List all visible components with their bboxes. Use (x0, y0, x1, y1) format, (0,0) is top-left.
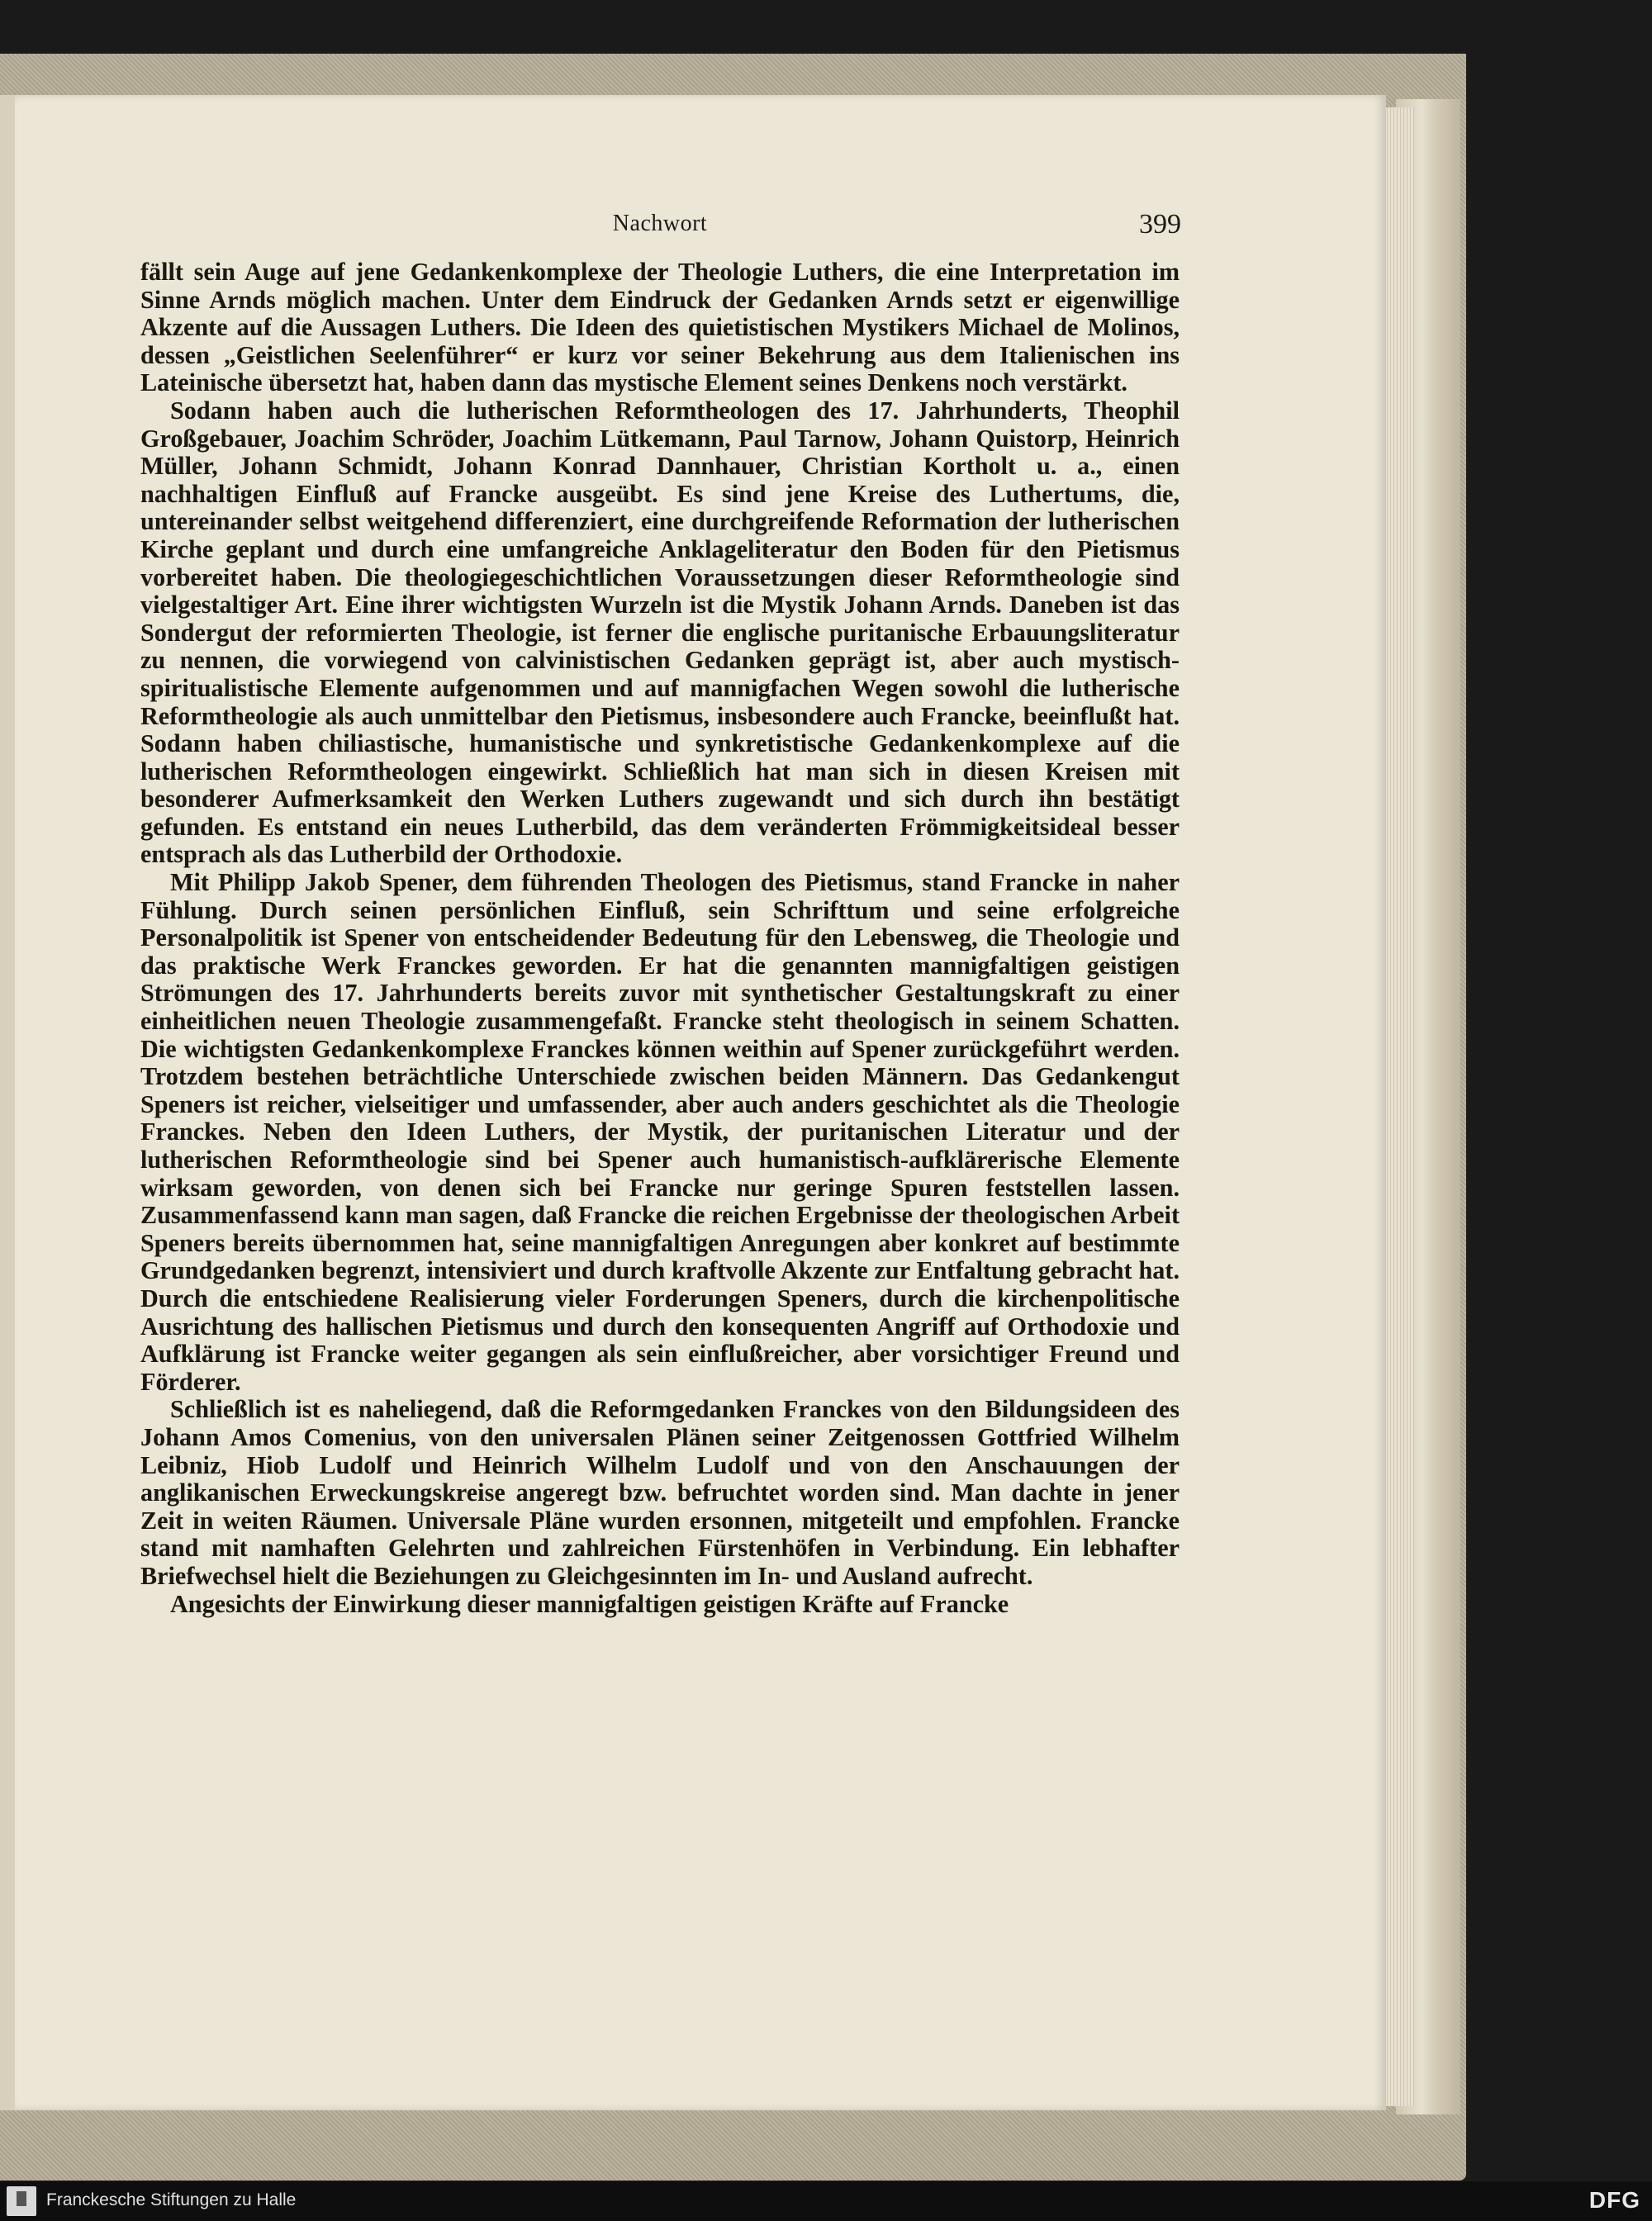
left-page-edge (0, 95, 15, 2110)
paragraph: Sodann haben auch die lutherischen Reformtheologen des 17. Jahrhunderts, Theophil Großgebauer, Joachim Schröder, Joachim Lütkemann, Paul Tarnow, Johann Quistorp, Heinrich Müller, Johann Schmidt, Johann Konrad Dannhauer, Christian Kortholt u. a., einen nachhaltigen Einfluß auf Francke ausgeübt. Es sind jene Kreise des Luthertums, die, untereinander selbst weitgehend differenziert, eine durchgreifende Reformation der lutherischen Kirche geplant und durch eine umfangreiche Anklageliteratur den Boden für den Pietismus vorbereitet haben. Die theologiegeschichtlichen Voraussetzungen dieser Reformtheologie sind vielgestaltiger Art. Eine ihrer wichtigsten Wurzeln ist die Mystik Johann Arnds. Daneben ist das Sondergut der reformierten Theologie, ist ferner die englische puritanische Erbauungsliteratur zu nennen, die vorwiegend von calvinistischen Gedanken geprägt ist, aber auch mystisch-spiritualistische Elemente aufgenommen und auf mannigfachen Wegen sowohl die lutherische Reformtheologie als auch unmittelbar den Pietismus, insbesondere auch Francke, beeinflußt hat. Sodann haben chiliastische, humanistische und synkretistische Gedankenkomplexe auf die lutherischen Reformtheologen eingewirkt. Schließlich hat man sich in diesen Kreisen mit besonderer Aufmerksamkeit den Werken Luthers zugewandt und sich durch ihn bestätigt gefunden. Es entstand ein neues Lutherbild, das dem veränderten Frömmigkeitsideal besser entsprach als das Lutherbild der Orthodoxie. (140, 396, 1180, 869)
paragraph: Mit Philipp Jakob Spener, dem führenden Theologen des Pietismus, stand Francke in naher Fühlung. Durch seinen persönlichen Einfluß, sein Schrifttum und seine erfolgreiche Personalpolitik ist Spener von entscheidender Bedeutung für den Lebensweg, die Theologie und das praktische Werk Franckes geworden. Er hat die genannten mannigfaltigen geistigen Strömungen des 17. Jahrhunderts bereits zuvor mit synthetischer Gestaltungskraft zu einer einheitlichen neuen Theologie zusammengefaßt. Francke steht theologisch in seinem Schatten. Die wichtigsten Gedankenkomplexe Franckes können weithin auf Spener zurückgeführt werden. Trotzdem bestehen beträchtliche Unterschiede zwischen beiden Männern. Das Gedankengut Speners ist reicher, vielseitiger und umfassender, aber auch anders geschichtet als die Theologie Franckes. Neben den Ideen Luthers, der Mystik, der puritanischen Literatur und der lutherischen Reformtheologie sind bei Spener auch humanistisch-aufklärerische Elemente wirksam geworden, von denen sich bei Francke nur geringe Spuren feststellen lassen. Zusammenfassend kann man sagen, daß Francke die reichen Ergebnisse der theologischen Arbeit Speners bereits übernommen hat, seine mannigfaltigen Anregungen aber konkret auf bestimmte Grundgedanken begrenzt, intensiviert und durch kraftvolle Akzente zur Entfaltung gebracht hat. Durch die entschiedene Realisierung vieler Forderungen Speners, durch die kirchenpolitische Ausrichtung des hallischen Pietismus und durch den konsequenten Angriff auf Orthodoxie und Aufklärung ist Francke weiter gegangen als sein einflußreicher, aber vorsichtiger Freund und Förderer. (140, 868, 1180, 1396)
franckesche-stiftungen-logo-icon (7, 2186, 36, 2216)
page-stack (1381, 107, 1414, 2106)
paragraph: Angesichts der Einwirkung dieser mannigfaltigen geistigen Kräfte auf Francke (170, 1589, 1009, 1618)
running-head (139, 211, 1181, 244)
paragraph: Schließlich ist es naheliegend, daß die Reformgedanken Franckes von den Bildungsideen des Johann Amos Comenius, von den universalen Plänen seiner Zeitgenossen Gottfried Wilhelm Leibniz, Hiob Ludolf und Heinrich Wilhelm Ludolf und von den Anschauungen der anglikanischen Erweckungskreise angeregt bzw. befruchtet worden sind. Man dachte in jener Zeit in weiten Räumen. Universale Pläne wurden ersonnen, mitgeteilt und empfohlen. Francke stand mit namhaften Gelehrten und zahlreichen Fürstenhöfen in Verbindung. Ein lebhafter Briefwechsel hielt die Beziehungen zu Gleichgesinnten im In- und Ausland aufrecht. (140, 1395, 1180, 1590)
body-text (140, 259, 1180, 1618)
institution-label[interactable]: Franckesche Stiftungen zu Halle (46, 2190, 297, 2209)
running-head-title: Nachwort (612, 211, 708, 236)
dfg-logo: DFG (1588, 2187, 1640, 2213)
viewer-footer (0, 2181, 1652, 2221)
paragraph: fällt sein Auge auf jene Gedankenkomplexe der Theologie Luthers, die eine Interpretation im Sinne Arnds möglich machen. Unter dem Eindruck der Gedanken Arnds setzt er eigenwillige Akzente auf die Aussagen Luthers. Die Ideen des quietistischen Mystikers Michael de Molinos, dessen „Geistlichen Seelenführer“ er kurz vor seiner Bekehrung aus dem Italienischen ins Lateinische übersetzt hat, haben dann das mystische Element seines Denkens noch verstärkt. (140, 258, 1180, 397)
page-number: 399 (1139, 209, 1181, 240)
